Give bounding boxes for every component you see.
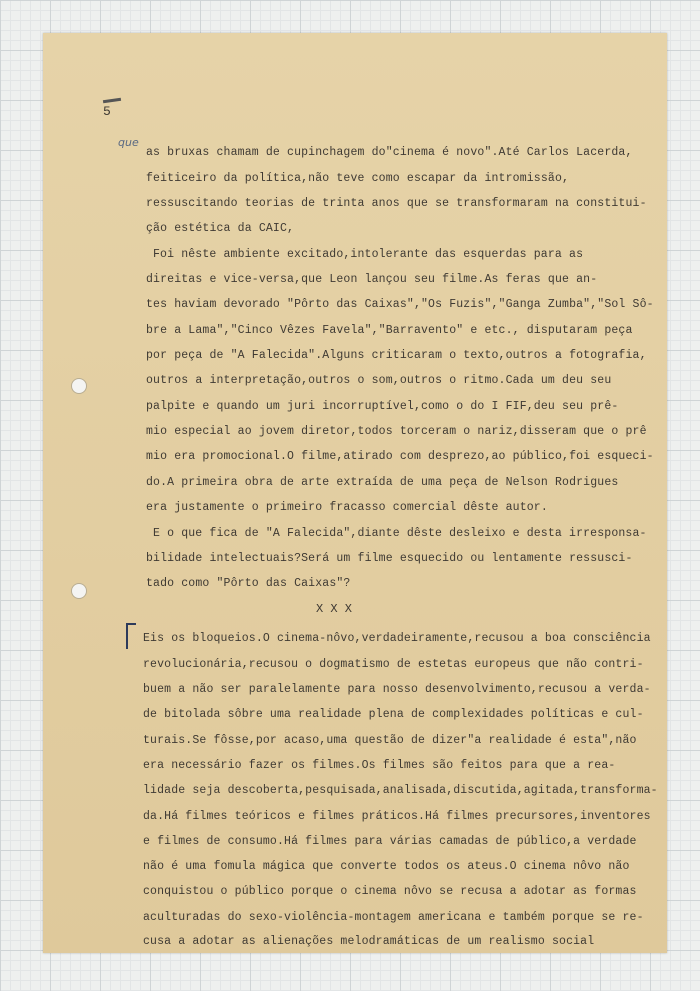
- text-line: Foi nêste ambiente excitado,intolerante das esquerdas para as: [153, 248, 584, 261]
- punch-hole-bottom: [71, 583, 87, 599]
- text-line: direitas e vice-versa,que Leon lançou seu filme.As feras que an-: [146, 273, 598, 286]
- text-line: ressuscitando teorias de trinta anos que se transformaram na constitui-: [146, 197, 647, 210]
- text-line: cusa a adotar as alienações melodramáticas de um realismo social: [143, 935, 595, 948]
- text-line: lidade seja descoberta,pesquisada,analisada,discutida,agitada,transforma-: [143, 784, 658, 797]
- text-line: da.Há filmes teóricos e filmes práticos.Há filmes precursores,inventores: [143, 810, 651, 823]
- text-line: outros a interpretação,outros o som,outros o ritmo.Cada um deu seu: [146, 374, 612, 387]
- text-line: E o que fica de "A Falecida",diante dêste desleixo e desta irresponsa-: [153, 527, 647, 540]
- text-line: era necessário fazer os filmes.Os filmes são feitos para que a rea-: [143, 759, 616, 772]
- text-line: mio especial ao jovem diretor,todos torceram o nariz,disseram que o prê: [146, 425, 647, 438]
- text-line: feiticeiro da política,não teve como escapar da intromissão,: [146, 172, 570, 185]
- pencil-mark: [103, 98, 121, 103]
- text-line: ção estética da CAIC,: [146, 222, 295, 235]
- text-line: por peça de "A Falecida".Alguns criticaram o texto,outros a fotografia,: [146, 349, 647, 362]
- text-line: e filmes de consumo.Há filmes para várias camadas de público,a verdade: [143, 835, 637, 848]
- page-number: 5: [103, 104, 111, 119]
- text-line: revolucionária,recusou o dogmatismo de estetas europeus que não contri-: [143, 658, 644, 671]
- text-line: buem a não ser paralelamente para nosso desenvolvimento,recusou a verda-: [143, 683, 651, 696]
- text-line: bre a Lama","Cinco Vêzes Favela","Barravento" e etc., disputaram peça: [146, 324, 633, 337]
- text-line: de bitolada sôbre uma realidade plena de complexidades políticas e cul-: [143, 708, 644, 721]
- text-line: do.A primeira obra de arte extraída de uma peça de Nelson Rodrigues: [146, 476, 619, 489]
- text-line: não é uma fomula mágica que converte todos os ateus.O cinema nôvo não: [143, 860, 630, 873]
- punch-hole-top: [71, 378, 87, 394]
- margin-note: que: [118, 136, 139, 149]
- section-separator: X X X: [316, 602, 353, 616]
- text-line: conquistou o público porque o cinema nôvo se recusa a adotar as formas: [143, 885, 637, 898]
- text-line: turais.Se fôsse,por acaso,uma questão de dizer"a realidade é esta",não: [143, 734, 637, 747]
- text-line: palpite e quando um juri incorruptível,como o do I FIF,deu seu prê-: [146, 400, 619, 413]
- text-line: as bruxas chamam de cupinchagem do"cinema é novo".Até Carlos Lacerda,: [146, 146, 633, 159]
- text-line: era justamente o primeiro fracasso comercial dêste autor.: [146, 501, 548, 514]
- text-line: aculturadas do sexo-violência-montagem americana e também porque se re-: [143, 911, 644, 924]
- text-line: tes haviam devorado "Pôrto das Caixas","Os Fuzis","Ganga Zumba","Sol Sô-: [146, 298, 654, 311]
- text-line: mio era promocional.O filme,atirado com desprezo,ao público,foi esqueci-: [146, 450, 654, 463]
- text-line: tado como "Pôrto das Caixas"?: [146, 577, 351, 590]
- text-line: bilidade intelectuais?Será um filme esquecido ou lentamente ressusci-: [146, 552, 633, 565]
- text-line: Eis os bloqueios.O cinema-nôvo,verdadeiramente,recusou a boa consciência: [143, 632, 651, 645]
- paragraph-bracket-mark: [126, 623, 136, 649]
